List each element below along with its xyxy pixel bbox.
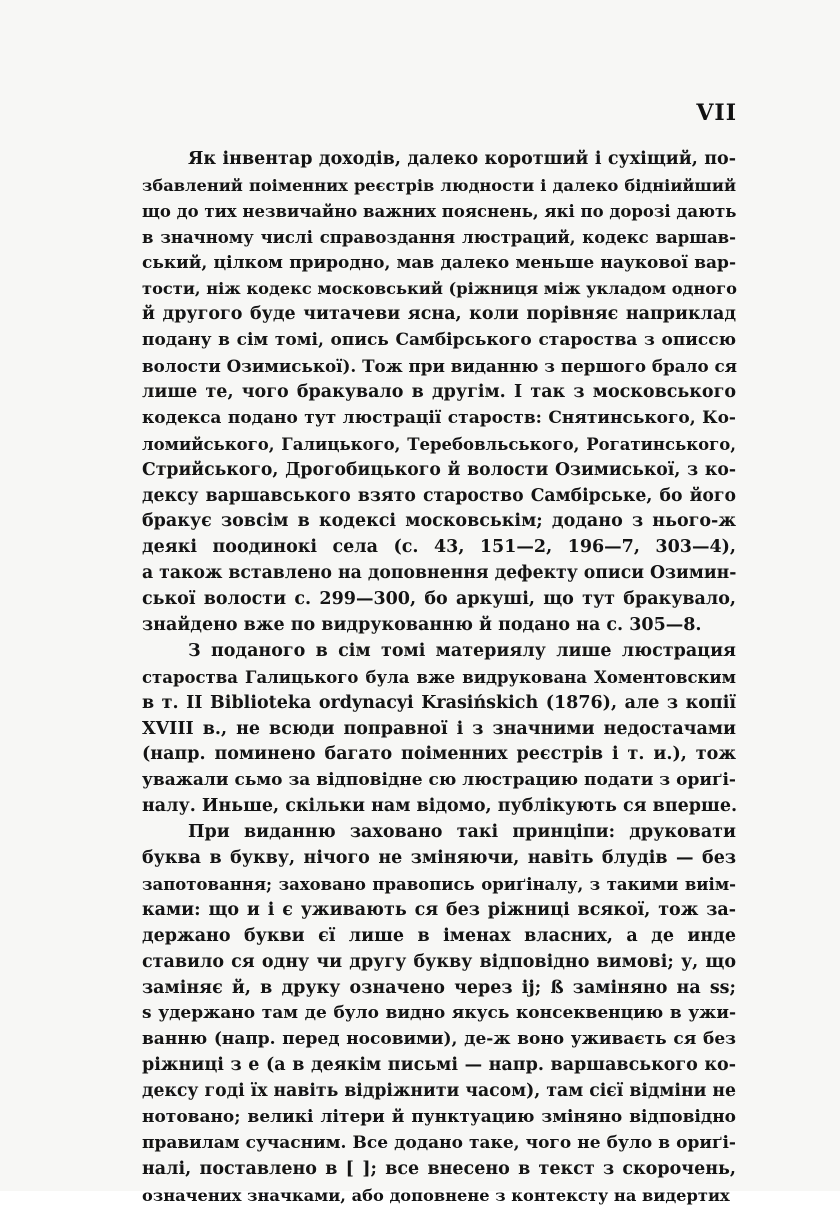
text-line: буква в букву, нічого не зміняючи, навіть блудів — без bbox=[142, 848, 736, 869]
paragraph bbox=[142, 147, 736, 639]
text-line: лише те, чого бракувало в другім. І так з московського bbox=[142, 382, 736, 403]
text-line: дексу варшавського взято староство Самбірське, бо його bbox=[142, 485, 736, 506]
text-line: ломийського, Галицького, Теребовльського, Рогатинського, bbox=[142, 434, 736, 454]
text-line: ѕ удержано там де було видно якусь консеквенцию в ужи- bbox=[142, 1003, 736, 1024]
text-line: й другого буде читачеви ясна, коли порівняє наприклад bbox=[142, 304, 736, 325]
text-line: кодекса подано тут люстрації староств: Снятинського, Ко- bbox=[142, 407, 736, 428]
text-line: Як інвентар доходів, далеко коротший і сухіщий, по- bbox=[188, 149, 736, 169]
text-line: запотовання; заховано правопись ориґіналу, з такими виім- bbox=[142, 874, 736, 894]
text-line: ської волости с. 299—300, бо аркуші, що тут бракувало, bbox=[142, 589, 736, 610]
text-line: З поданого в сім томі материялу лише люстрация bbox=[188, 640, 736, 661]
text-line: держано букви єї лише в іменах власних, а де инде bbox=[142, 925, 736, 946]
page-number: VII bbox=[696, 100, 737, 126]
text-line: що до тих незвичайно важних пояснень, які по дорозі дають bbox=[142, 201, 737, 221]
text-line: ками: що и і є уживають ся без ріжниці всякої, тож за- bbox=[142, 899, 736, 920]
text-line: (напр. поминено багато поіменних реєстрів і т. и.), тож bbox=[142, 744, 736, 765]
text-line: заміняє й, в друку означено через ij; ß заміняно на ss; bbox=[142, 977, 736, 998]
text-line: нотовано; великі літери й пунктуацию зміняно відповідно bbox=[142, 1106, 736, 1127]
text-line: тости, ніж кодекс московський (ріжниця між укладом одного bbox=[142, 279, 737, 299]
text-line: ванню (напр. перед носовими), де-ж воно уживаєть ся без bbox=[142, 1029, 736, 1050]
text-line: бракує зовсім в кодексі московськім; додано з нього-ж bbox=[142, 511, 736, 532]
text-line: збавлений поіменних реєстрів людности і далеко бідніийший bbox=[142, 175, 736, 195]
text-line: налу. Иньше, скільки нам відомо, публікують ся вперше. bbox=[142, 796, 738, 817]
text-line: правилам сучасним. Все додано таке, чого не було в ориґі- bbox=[142, 1132, 736, 1153]
text-line: означених значками, або доповнене з контексту на видертих bbox=[142, 1185, 730, 1205]
text-line: дексу годі їх навіть відріжнити часом), там сієї відміни не bbox=[142, 1081, 736, 1102]
text-line: волости Озимиської). Тож при виданню з першого брало ся bbox=[142, 356, 738, 377]
text-line: в т. II Biblioteka ordynacyi Krasińskich (1876), але з копії bbox=[142, 692, 736, 713]
text-line: а також вставлено на доповнення дефекту описи Озимин- bbox=[142, 563, 737, 584]
paragraph bbox=[142, 820, 736, 1208]
text-line: При виданню заховано такі принціпи: друковати bbox=[188, 822, 736, 843]
body-text bbox=[142, 147, 736, 1209]
text-line: староства Галицького була вже видрукована Хоментовским bbox=[142, 667, 736, 687]
text-line: деякі поодинокі села (с. 43, 151—2, 196—7, 303—4), bbox=[142, 537, 736, 558]
text-line: в значному числі справоздання люстраций, кодекс варшав- bbox=[142, 227, 736, 247]
text-line: уважали сьмо за відповідне сю люстрацию подати з ориґі- bbox=[142, 770, 736, 791]
paragraph bbox=[142, 639, 736, 820]
text-line: знайдено вже по видрукованню й подано на с. 305—8. bbox=[142, 615, 702, 636]
text-line: XVIII в., не всюди поправної і з значними недостачами bbox=[142, 718, 736, 739]
text-line: ріжниці з е (а в деякім письмі — напр. варшавського ко- bbox=[142, 1055, 736, 1076]
text-line: ський, цілком природно, мав далеко меньше наукової вар- bbox=[142, 252, 736, 273]
text-line: налі, поставлено в [ ]; все внесено в текст з скорочень, bbox=[142, 1158, 736, 1179]
text-line: ставило ся одну чи другу букву відповідно вимові; у, що bbox=[142, 951, 736, 972]
text-line: Стрийського, Дрогобицького й волости Озимиської, з ко- bbox=[142, 459, 736, 480]
text-line: подану в сім томі, опись Самбірського староства з описсю bbox=[142, 330, 736, 351]
